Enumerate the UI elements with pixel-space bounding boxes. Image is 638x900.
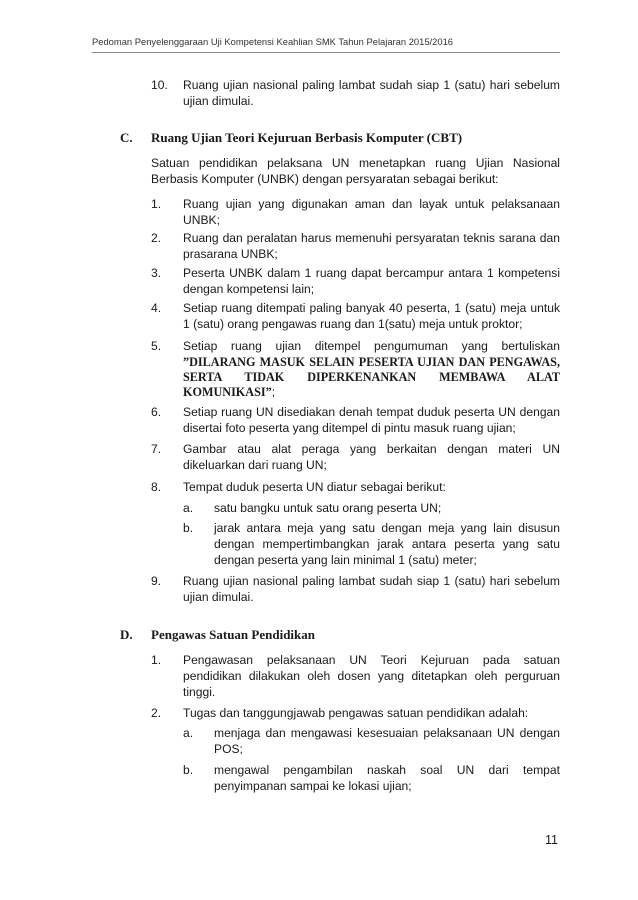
notice-text: KOMUNIKASI”	[183, 385, 272, 399]
sublist-item-line: dengan peserta yang lain minimal 1 (satu) meter;	[214, 553, 477, 567]
list-item-line: dikeluarkan dari ruang UN;	[183, 458, 327, 472]
section-title: Ruang Ujian Teori Kejuruan Berbasis Komputer (CBT)	[151, 130, 463, 145]
list-number: 2.	[151, 231, 162, 245]
list-item-line: Ruang dan peralatan harus memenuhi persyaratan teknis sarana dan	[183, 231, 560, 245]
sublist-letter: b.	[183, 521, 194, 535]
running-header: Pedoman Penyelenggaraan Uji Kompetensi Keahlian SMK Tahun Pelajaran 2015/2016	[92, 36, 560, 53]
section-title: Pengawas Satuan Pendidikan	[151, 627, 315, 642]
sublist-letter: a.	[183, 501, 194, 515]
sublist-item-line: penyimpanan sampai ke lokasi ujian;	[214, 779, 412, 793]
punctuation: ;	[271, 385, 276, 399]
list-number: 10.	[151, 78, 168, 92]
notice-last-line	[183, 384, 275, 400]
list-item-line: Setiap ruang ditempati paling banyak 40 peserta, 1 (satu) meja untuk	[183, 301, 560, 315]
sublist-item-line: jarak antara meja yang satu dengan meja yang lain disusun	[214, 521, 560, 535]
list-number: 8.	[151, 480, 162, 494]
list-item-line: dengan kompetensi lain;	[183, 282, 315, 296]
list-item-line: disertai foto peserta yang ditempel di pintu masuk ruang ujian;	[183, 421, 516, 435]
list-number: 4.	[151, 301, 162, 315]
list-item-line: Setiap ruang UN disediakan denah tempat duduk peserta UN dengan	[183, 405, 560, 419]
list-number: 2.	[151, 706, 162, 720]
sublist-item-line: menjaga dan mengawasi kesesuaian pelaksanaan UN dengan	[214, 726, 560, 740]
sublist-letter: b.	[183, 763, 194, 777]
notice-text: ”DILARANG MASUK SELAIN PESERTA UJIAN DAN PENGAWAS,	[183, 355, 560, 369]
sublist-item-line: satu bangku untuk satu orang peserta UN;	[214, 501, 442, 515]
list-item-line: 1 (satu) orang pengawas ruang dan 1(satu) meja untuk proktor;	[183, 317, 523, 331]
list-number: 1.	[151, 653, 162, 667]
list-number: 5.	[151, 339, 162, 353]
paragraph-line: Satuan pendidikan pelaksana UN menetapkan ruang Ujian Nasional	[151, 156, 560, 170]
sublist-letter: a.	[183, 726, 194, 740]
list-item-line: ujian dimulai.	[183, 94, 254, 108]
list-number: 9.	[151, 574, 162, 588]
list-item-line: Gambar atau alat peraga yang berkaitan dengan materi UN	[183, 442, 560, 456]
list-item-line: Ruang ujian yang digunakan aman dan layak untuk pelaksanaan	[183, 197, 560, 211]
section-letter: C.	[120, 130, 133, 145]
list-item-line: UNBK;	[183, 213, 220, 227]
list-item-line: tinggi.	[183, 685, 216, 699]
list-item-line: Tempat duduk peserta UN diatur sebagai berikut:	[183, 480, 446, 494]
list-item-line: Tugas dan tanggungjawab pengawas satuan pendidikan adalah:	[183, 706, 529, 720]
list-number: 1.	[151, 197, 162, 211]
section-letter: D.	[120, 627, 133, 642]
list-item-line: pendidikan dilakukan oleh dosen yang ditetapkan oleh perguruan	[183, 669, 560, 683]
list-number: 6.	[151, 405, 162, 419]
list-number: 3.	[151, 266, 162, 280]
list-item-line: Pengawasan pelaksanaan UN Teori Kejuruan pada satuan	[183, 653, 560, 667]
list-number: 7.	[151, 442, 162, 456]
sublist-item-line: mengawal pengambilan naskah soal UN dari tempat	[214, 763, 560, 777]
list-item-line: Peserta UNBK dalam 1 ruang dapat bercampur antara 1 kompetensi	[183, 266, 560, 280]
page-number: 11	[545, 833, 558, 847]
list-item-line: Ruang ujian nasional paling lambat sudah siap 1 (satu) hari sebelum	[183, 574, 560, 588]
list-item-line: Setiap ruang ujian ditempel pengumuman yang bertuliskan	[183, 339, 560, 353]
notice-text: SERTA TIDAK DIPERKENANKAN MEMBAWA ALAT	[183, 370, 560, 384]
sublist-item-line: dengan mempertimbangkan jarak antara peserta yang satu	[214, 537, 560, 551]
sublist-item-line: POS;	[214, 742, 243, 756]
list-item-line: prasarana UNBK;	[183, 247, 278, 261]
list-item-line: ujian dimulai.	[183, 590, 254, 604]
list-item-line: Ruang ujian nasional paling lambat sudah siap 1 (satu) hari sebelum	[183, 78, 560, 92]
paragraph-line: Berbasis Komputer (UNBK) dengan persyaratan sebagai berikut:	[151, 172, 499, 186]
